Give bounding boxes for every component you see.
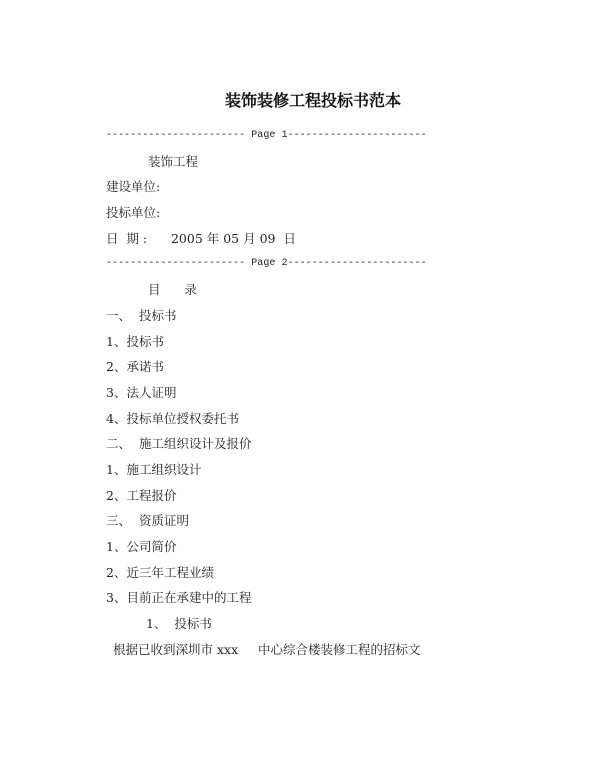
text-line: 4、投标单位授权委托书 [106,410,239,426]
page-separator: ----------------------- Page 2----------------------- [106,258,427,270]
text-line: 日 期 : 2005 年 05 月 09 日 [106,230,296,246]
text-line: 3、目前正在承建中的工程 [106,590,252,606]
text-line: 装饰工程 [148,153,199,169]
text-line: 2、工程报价 [106,487,177,503]
text-line: 目 录 [148,282,197,298]
page-separator: ----------------------- Page 1----------------------- [106,130,427,141]
text-line: 1、投标书 [106,333,164,349]
document-body [106,123,436,662]
text-line: 1、公司简价 [106,539,177,554]
text-line: 1、 投标书 [146,616,212,632]
text-line: 2、近三年工程业绩 [106,564,214,580]
document-title: 装饰装修工程投标书范本 [224,91,401,110]
text-line: 2、承诺书 [106,359,164,375]
text-line: 三、 资质证明 [106,513,189,529]
text-line: 投标单位: [106,205,161,221]
text-line: 3、法人证明 [106,384,177,400]
text-line: 建设单位: [106,179,161,195]
text-line: 1、施工组织设计 [106,461,202,477]
text-line: 根据已收到深圳市 xxx 中心综合楼装修工程的招标文 [113,641,421,657]
text-line: 二、 施工组织设计及报价 [106,436,252,452]
text-line: 一、 投标书 [106,307,177,323]
